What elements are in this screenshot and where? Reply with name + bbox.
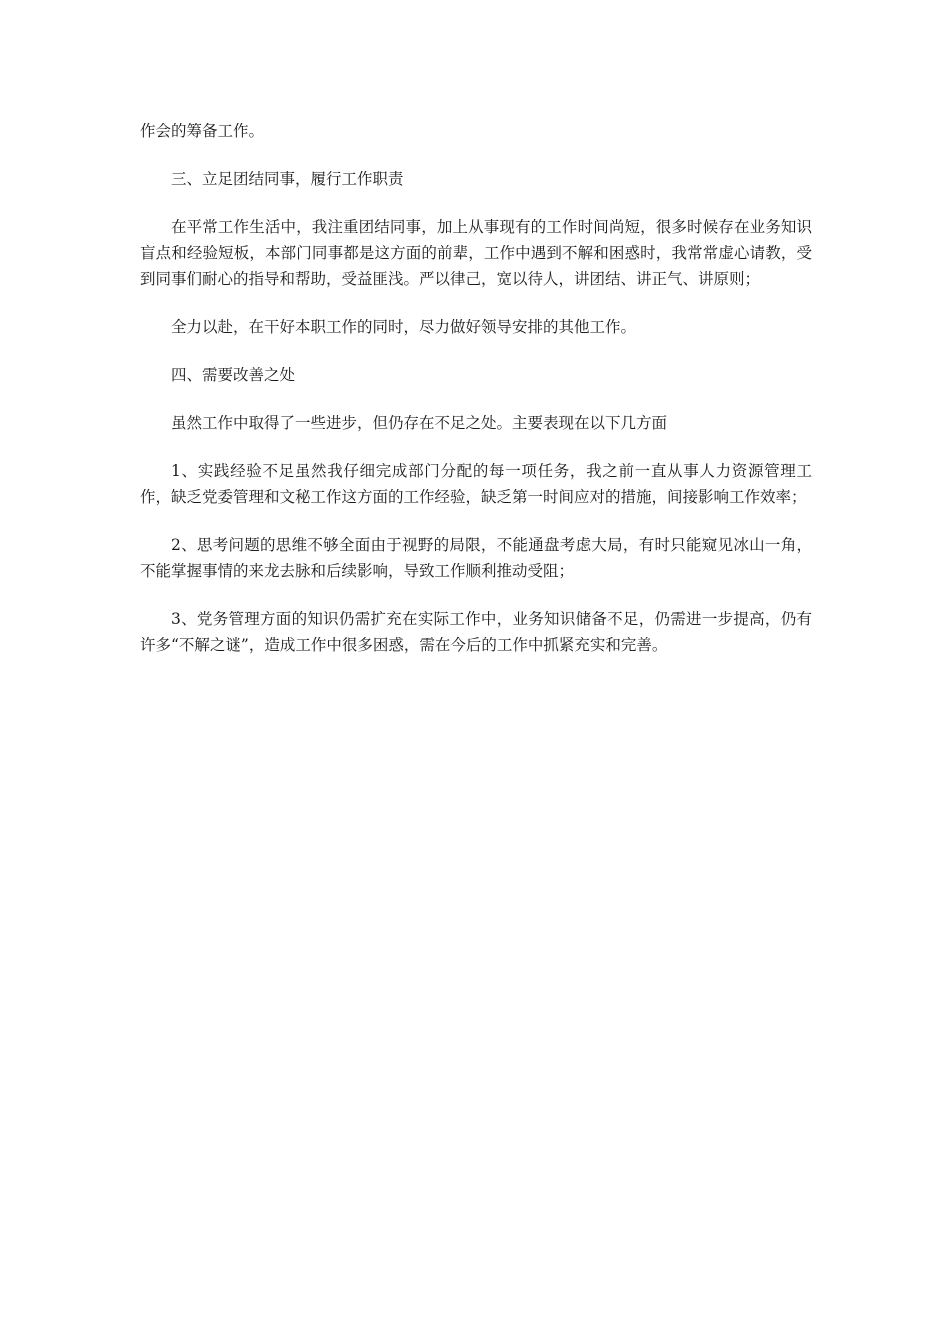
paragraph-teamwork: 在平常工作生活中，我注重团结同事，加上从事现有的工作时间尚短，很多时候存在业务知识盲点和经验短板，本部门同事都是这方面的前辈，工作中遇到不解和困惑时，我常常虚心请教，受到同事们耐心的指导和帮助，受益匪浅。严以律己，宽以待人，讲团结、讲正气、讲原则； [140, 218, 812, 288]
section-heading-4: 四、需要改善之处 [171, 366, 296, 384]
paragraph-full-effort: 全力以赴，在干好本职工作的同时，尽力做好领导安排的其他工作。 [171, 318, 637, 336]
list-item-1: 1、实践经验不足虽然我仔细完成部门分配的每一项任务，我之前一直从事人力资源管理工作，缺乏党委管理和文秘工作这方面的工作经验，缺乏第一时间应对的措施，间接影响工作效率； [140, 462, 812, 506]
list-item-3: 3、党务管理方面的知识仍需扩充在实际工作中，业务知识储备不足，仍需进一步提高，仍有许多“不解之谜”，造成工作中很多困惑，需在今后的工作中抓紧充实和完善。 [140, 610, 812, 654]
list-item-2: 2、思考问题的思维不够全面由于视野的局限，不能通盘考虑大局，有时只能窥见冰山一角，不能掌握事情的来龙去脉和后续影响，导致工作顺利推动受阻； [140, 536, 812, 580]
paragraph-continuation: 作会的筹备工作。 [140, 122, 265, 140]
paragraph-shortcomings-intro: 虽然工作中取得了一些进步，但仍存在不足之处。主要表现在以下几方面 [171, 414, 668, 432]
document-page [140, 118, 812, 680]
section-heading-3: 三、立足团结同事，履行工作职责 [171, 170, 404, 188]
